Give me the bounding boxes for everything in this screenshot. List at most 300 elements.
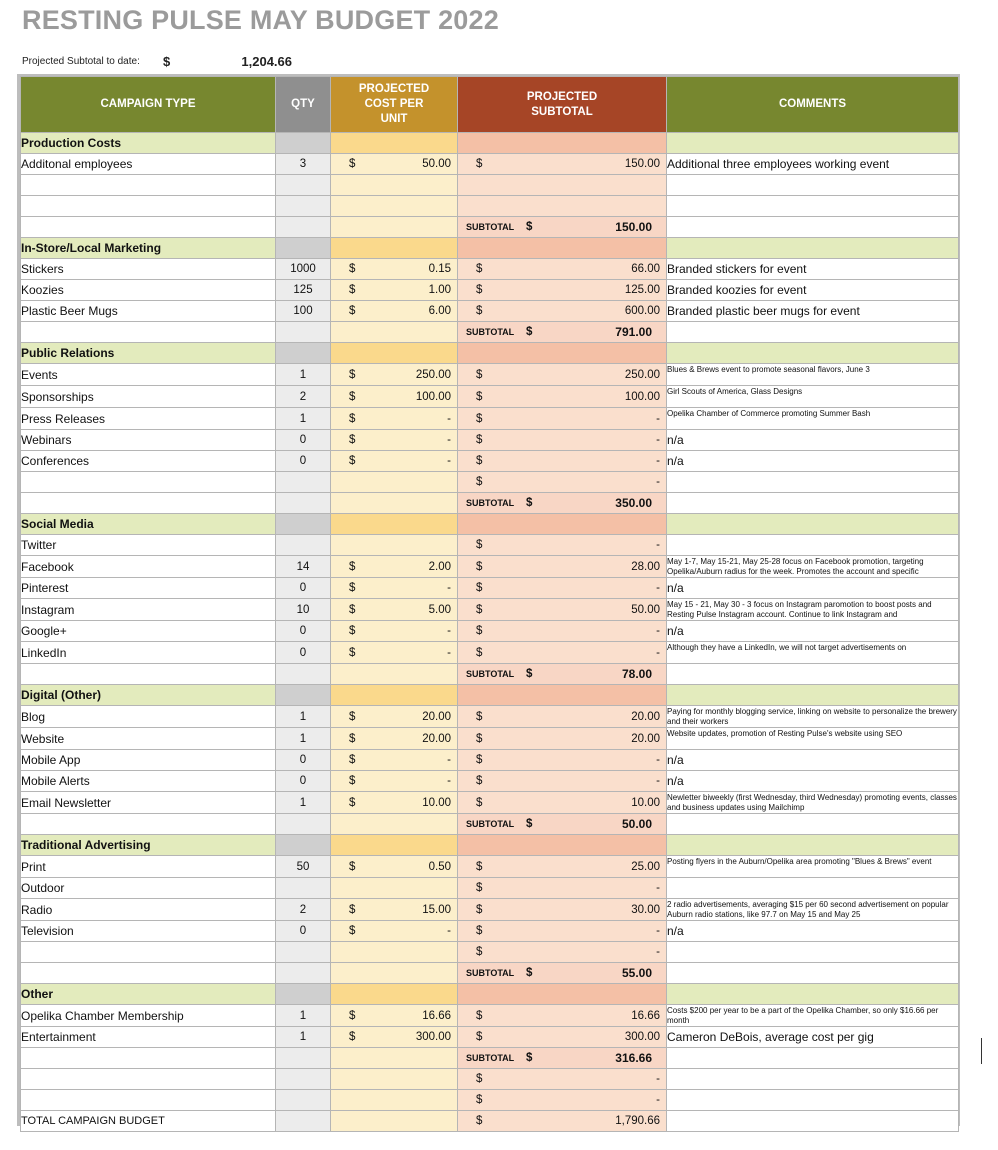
cost-per-unit-cell[interactable]: [331, 942, 458, 963]
comment-cell[interactable]: [667, 835, 959, 856]
subtotal-cell[interactable]: [458, 472, 667, 493]
qty-cell[interactable]: 1: [276, 364, 331, 386]
comment-cell[interactable]: n/a: [667, 578, 959, 599]
comment-cell[interactable]: [667, 685, 959, 706]
subtotal-cell-value: 600.00: [624, 305, 660, 317]
comment-cell[interactable]: [667, 878, 959, 899]
subtotal-cell[interactable]: [458, 921, 667, 942]
cost-per-unit-cell[interactable]: [331, 364, 458, 386]
cost-per-unit-cell[interactable]: [331, 154, 458, 175]
comment-cell[interactable]: [667, 963, 959, 984]
subtotal-cell[interactable]: [458, 642, 667, 664]
currency-symbol: $: [526, 967, 533, 979]
campaign-type-cell[interactable]: Website: [21, 728, 276, 750]
cost-per-unit-cell[interactable]: [331, 1048, 458, 1069]
campaign-type-cell[interactable]: Sponsorships: [21, 386, 276, 408]
qty-cell[interactable]: 50: [276, 856, 331, 878]
section-name-cell[interactable]: Other: [21, 984, 276, 1005]
qty-cell[interactable]: 1: [276, 1005, 331, 1027]
campaign-type-cell[interactable]: Print: [21, 856, 276, 878]
qty-cell[interactable]: [276, 196, 331, 217]
currency-symbol: $: [349, 625, 356, 637]
table-row: [21, 750, 959, 771]
subtotal-cell[interactable]: [458, 599, 667, 621]
cost-per-unit-cell[interactable]: [331, 878, 458, 899]
comment-cell[interactable]: [667, 1048, 959, 1069]
subtotal-cell[interactable]: [458, 238, 667, 259]
cost-per-unit-cell[interactable]: [331, 1111, 458, 1132]
comment-cell[interactable]: Additional three employees working event: [667, 154, 959, 175]
cost-per-unit-cell[interactable]: [331, 792, 458, 814]
section-name-cell[interactable]: Production Costs: [21, 133, 276, 154]
qty-cell[interactable]: [276, 535, 331, 556]
qty-cell[interactable]: 0: [276, 621, 331, 642]
comment-cell[interactable]: [667, 322, 959, 343]
campaign-type-cell[interactable]: Google+: [21, 621, 276, 642]
qty-cell[interactable]: [276, 493, 331, 514]
campaign-type-cell[interactable]: Additonal employees: [21, 154, 276, 175]
qty-cell[interactable]: [276, 814, 331, 835]
comment-cell[interactable]: [667, 1111, 959, 1132]
cost-per-unit-cell-content: [331, 621, 457, 641]
subtotal-cell[interactable]: [458, 280, 667, 301]
comment-cell[interactable]: [667, 217, 959, 238]
subtotal-cell[interactable]: [458, 706, 667, 728]
subtotal-cell-value: -: [656, 646, 660, 659]
section-subtotal-row: [21, 1048, 959, 1069]
qty-cell[interactable]: 10: [276, 599, 331, 621]
qty-cell[interactable]: 0: [276, 578, 331, 599]
qty-cell[interactable]: 1: [276, 706, 331, 728]
cost-per-unit-cell[interactable]: [331, 386, 458, 408]
currency-symbol: $: [476, 882, 483, 894]
qty-cell[interactable]: [276, 322, 331, 343]
subtotal-cell[interactable]: [458, 175, 667, 196]
cost-per-unit-cell[interactable]: [331, 1069, 458, 1090]
section-name-cell[interactable]: Digital (Other): [21, 685, 276, 706]
cost-per-unit-cell-value: 0.15: [428, 263, 451, 275]
comment-cell[interactable]: [667, 814, 959, 835]
qty-cell[interactable]: 0: [276, 430, 331, 451]
qty-cell[interactable]: [276, 175, 331, 196]
subtotal-cell[interactable]: [458, 154, 667, 175]
comment-cell[interactable]: [667, 175, 959, 196]
qty-cell[interactable]: 0: [276, 642, 331, 664]
currency-symbol: $: [349, 434, 356, 446]
subtotal-cell[interactable]: [458, 984, 667, 1005]
cost-per-unit-cell[interactable]: [331, 133, 458, 154]
currency-symbol: $: [349, 796, 356, 809]
subtotal-cell-value: 66.00: [631, 263, 660, 275]
subtotal-cell[interactable]: [458, 1027, 667, 1048]
subtotal-cell-value: 20.00: [631, 732, 660, 745]
subtotal-cell-content: [458, 259, 666, 279]
qty-cell[interactable]: [276, 472, 331, 493]
cost-per-unit-cell[interactable]: [331, 238, 458, 259]
campaign-type-cell[interactable]: [21, 1069, 276, 1090]
comment-cell[interactable]: [667, 1069, 959, 1090]
campaign-type-cell[interactable]: [21, 196, 276, 217]
subtotal-cell[interactable]: [458, 430, 667, 451]
subtotal-cell-value: 50.00: [631, 603, 660, 616]
qty-cell[interactable]: [276, 963, 331, 984]
subtotal-cell[interactable]: [458, 1069, 667, 1090]
cost-per-unit-cell[interactable]: [331, 685, 458, 706]
subtotal-cell[interactable]: [458, 514, 667, 535]
campaign-type-cell[interactable]: Stickers: [21, 259, 276, 280]
cost-per-unit-cell[interactable]: [331, 664, 458, 685]
cost-per-unit-cell[interactable]: [331, 771, 458, 792]
comment-cell[interactable]: [667, 535, 959, 556]
subtotal-cell[interactable]: [458, 556, 667, 578]
cost-per-unit-cell-content: [331, 793, 457, 813]
cost-per-unit-cell-value: 15.00: [422, 903, 451, 916]
currency-symbol: $: [476, 603, 483, 616]
subtotal-cell[interactable]: [458, 451, 667, 472]
campaign-type-cell[interactable]: [21, 942, 276, 963]
section-subtotal-cell[interactable]: [458, 1048, 667, 1069]
currency-symbol: $: [476, 158, 483, 170]
section-name-cell[interactable]: Traditional Advertising: [21, 835, 276, 856]
table-row: [21, 556, 959, 578]
qty-cell[interactable]: 2: [276, 899, 331, 921]
subtotal-cell[interactable]: [458, 196, 667, 217]
qty-cell[interactable]: 1000: [276, 259, 331, 280]
subtotal-cell[interactable]: [458, 343, 667, 364]
campaign-type-cell[interactable]: Email Newsletter: [21, 792, 276, 814]
subtotal-cell-value: -: [656, 882, 660, 894]
cost-per-unit-cell[interactable]: [331, 856, 458, 878]
cost-per-unit-cell[interactable]: [331, 578, 458, 599]
campaign-type-cell[interactable]: Press Releases: [21, 408, 276, 430]
cost-per-unit-cell-content: [331, 280, 457, 300]
subtotal-cell[interactable]: [458, 728, 667, 750]
subtotal-label: SUBTOTAL: [466, 968, 515, 978]
comment-cell[interactable]: Branded plastic beer mugs for event: [667, 301, 959, 322]
qty-cell[interactable]: 1: [276, 792, 331, 814]
campaign-type-cell[interactable]: Koozies: [21, 280, 276, 301]
cost-per-unit-cell[interactable]: [331, 493, 458, 514]
campaign-type-cell[interactable]: [21, 1048, 276, 1069]
qty-cell[interactable]: [276, 343, 331, 364]
comment-cell[interactable]: [667, 984, 959, 1005]
subtotal-cell[interactable]: [458, 364, 667, 386]
subtotal-cell[interactable]: [458, 685, 667, 706]
qty-cell[interactable]: 1: [276, 728, 331, 750]
subtotal-cell-value: 16.66: [631, 1009, 660, 1022]
cost-per-unit-cell[interactable]: [331, 343, 458, 364]
campaign-type-cell[interactable]: [21, 322, 276, 343]
cost-per-unit-cell[interactable]: [331, 451, 458, 472]
qty-cell[interactable]: [276, 1111, 331, 1132]
cost-per-unit-cell[interactable]: [331, 706, 458, 728]
cost-per-unit-cell[interactable]: [331, 280, 458, 301]
comment-cell[interactable]: May 1-7, May 15-21, May 25-28 focus on Facebook promotion, targeting Opelika/Auburn radius for the week. Promotes the account and specific: [667, 556, 959, 578]
cost-per-unit-cell[interactable]: [331, 322, 458, 343]
qty-cell[interactable]: [276, 984, 331, 1005]
comment-cell[interactable]: Opelika Chamber of Commerce promoting Summer Bash: [667, 408, 959, 430]
qty-cell[interactable]: [276, 514, 331, 535]
cost-per-unit-cell[interactable]: [331, 814, 458, 835]
total-budget-cell[interactable]: [458, 1111, 667, 1132]
subtotal-cell[interactable]: [458, 259, 667, 280]
qty-cell[interactable]: [276, 685, 331, 706]
campaign-type-cell[interactable]: Mobile Alerts: [21, 771, 276, 792]
qty-cell[interactable]: [276, 942, 331, 963]
qty-cell[interactable]: 0: [276, 921, 331, 942]
campaign-type-cell[interactable]: [21, 217, 276, 238]
subtotal-cell[interactable]: [458, 942, 667, 963]
currency-symbol: $: [349, 582, 356, 594]
cost-per-unit-cell[interactable]: [331, 556, 458, 578]
subtotal-cell-content: [458, 621, 666, 641]
header-campaign-type[interactable]: CAMPAIGN TYPE: [21, 77, 276, 133]
cost-per-unit-cell[interactable]: [331, 408, 458, 430]
projected-subtotal-label: Projected Subtotal to date:: [22, 56, 140, 67]
currency-symbol: $: [526, 497, 533, 509]
qty-cell[interactable]: [276, 878, 331, 899]
cost-per-unit-cell[interactable]: [331, 750, 458, 771]
table-row: [21, 472, 959, 493]
subtotal-label: SUBTOTAL: [466, 1053, 515, 1063]
cost-per-unit-cell-value: 0.50: [428, 860, 451, 873]
subtotal-cell[interactable]: [458, 578, 667, 599]
campaign-type-cell[interactable]: [21, 1090, 276, 1111]
subtotal-cell[interactable]: [458, 835, 667, 856]
cost-per-unit-cell[interactable]: [331, 196, 458, 217]
comment-cell[interactable]: [667, 196, 959, 217]
section-name-cell[interactable]: Social Media: [21, 514, 276, 535]
qty-cell[interactable]: 2: [276, 386, 331, 408]
subtotal-cell-value: -: [656, 754, 660, 766]
subtotal-cell[interactable]: [458, 621, 667, 642]
cost-per-unit-cell-value: 16.66: [422, 1009, 451, 1022]
comment-cell[interactable]: [667, 133, 959, 154]
campaign-type-cell[interactable]: Television: [21, 921, 276, 942]
comment-cell[interactable]: Girl Scouts of America, Glass Designs: [667, 386, 959, 408]
campaign-type-cell[interactable]: [21, 472, 276, 493]
campaign-type-cell[interactable]: Entertainment: [21, 1027, 276, 1048]
cost-per-unit-cell[interactable]: [331, 899, 458, 921]
comment-cell[interactable]: Although they have a LinkedIn, we will not target advertisements on: [667, 642, 959, 664]
cost-per-unit-cell[interactable]: [331, 217, 458, 238]
subtotal-cell-value: -: [656, 1073, 660, 1085]
cost-per-unit-cell[interactable]: [331, 642, 458, 664]
cost-per-unit-cell[interactable]: [331, 835, 458, 856]
qty-cell[interactable]: [276, 238, 331, 259]
subtotal-cell[interactable]: [458, 301, 667, 322]
subtotal-cell[interactable]: [458, 1090, 667, 1111]
campaign-type-cell[interactable]: Mobile App: [21, 750, 276, 771]
cost-per-unit-cell[interactable]: [331, 1005, 458, 1027]
subtotal-cell[interactable]: [458, 535, 667, 556]
qty-cell[interactable]: 0: [276, 771, 331, 792]
campaign-type-cell[interactable]: Events: [21, 364, 276, 386]
comment-cell[interactable]: Branded koozies for event: [667, 280, 959, 301]
currency-symbol: $: [476, 860, 483, 873]
comment-cell[interactable]: [667, 343, 959, 364]
subtotal-cell-value: -: [656, 582, 660, 594]
subtotal-cell[interactable]: [458, 133, 667, 154]
cost-per-unit-cell-content: [331, 430, 457, 450]
section-subtotal-cell[interactable]: [458, 963, 667, 984]
comment-cell[interactable]: [667, 664, 959, 685]
cost-per-unit-cell[interactable]: [331, 921, 458, 942]
comment-cell[interactable]: n/a: [667, 771, 959, 792]
section-subtotal-cell[interactable]: [458, 814, 667, 835]
comment-cell[interactable]: Branded stickers for event: [667, 259, 959, 280]
subtotal-cell-content: [458, 1069, 666, 1089]
header-qty[interactable]: QTY: [276, 77, 331, 133]
currency-symbol: $: [476, 455, 483, 467]
comment-cell[interactable]: [667, 493, 959, 514]
subtotal-cell[interactable]: [458, 899, 667, 921]
subtotal-cell[interactable]: [458, 792, 667, 814]
cost-per-unit-cell[interactable]: [331, 963, 458, 984]
subtotal-cell[interactable]: [458, 1005, 667, 1027]
comment-cell[interactable]: [667, 472, 959, 493]
comment-cell[interactable]: [667, 942, 959, 963]
subtotal-cell[interactable]: [458, 771, 667, 792]
comment-cell[interactable]: n/a: [667, 451, 959, 472]
qty-cell[interactable]: [276, 133, 331, 154]
qty-cell[interactable]: 14: [276, 556, 331, 578]
campaign-type-cell[interactable]: Opelika Chamber Membership: [21, 1005, 276, 1027]
section-subtotal-value: 78.00: [621, 667, 652, 681]
qty-cell[interactable]: 0: [276, 451, 331, 472]
cost-per-unit-cell[interactable]: [331, 984, 458, 1005]
comment-cell[interactable]: n/a: [667, 621, 959, 642]
cost-per-unit-cell[interactable]: [331, 472, 458, 493]
cost-per-unit-cell[interactable]: [331, 728, 458, 750]
cost-per-unit-cell[interactable]: [331, 514, 458, 535]
campaign-type-cell[interactable]: Plastic Beer Mugs: [21, 301, 276, 322]
subtotal-cell-value: 300.00: [624, 1031, 660, 1043]
campaign-type-cell[interactable]: Pinterest: [21, 578, 276, 599]
campaign-type-cell[interactable]: LinkedIn: [21, 642, 276, 664]
section-subtotal-cell[interactable]: [458, 493, 667, 514]
section-subtotal-cell[interactable]: [458, 217, 667, 238]
qty-cell[interactable]: 0: [276, 750, 331, 771]
total-row: [21, 1111, 959, 1132]
subtotal-cell-content: [458, 942, 666, 962]
header-comments[interactable]: COMMENTS: [667, 77, 959, 133]
qty-cell[interactable]: [276, 835, 331, 856]
currency-symbol: $: [349, 732, 356, 745]
cost-per-unit-cell[interactable]: [331, 599, 458, 621]
campaign-type-cell[interactable]: Instagram: [21, 599, 276, 621]
table-row: [21, 364, 959, 386]
section-header-row: [21, 514, 959, 535]
section-subtotal-cell[interactable]: [458, 664, 667, 685]
comment-cell[interactable]: [667, 238, 959, 259]
total-label-cell[interactable]: TOTAL CAMPAIGN BUDGET: [21, 1111, 276, 1132]
campaign-type-cell[interactable]: Outdoor: [21, 878, 276, 899]
subtotal-cell[interactable]: [458, 878, 667, 899]
header-projected-cost-per-unit[interactable]: PROJECTED COST PER UNIT: [331, 77, 458, 133]
campaign-type-cell[interactable]: [21, 814, 276, 835]
comment-cell[interactable]: [667, 1090, 959, 1111]
currency-symbol: $: [349, 455, 356, 467]
currency-symbol: $: [349, 603, 356, 616]
campaign-type-cell[interactable]: Facebook: [21, 556, 276, 578]
campaign-type-cell[interactable]: Blog: [21, 706, 276, 728]
qty-cell[interactable]: [276, 664, 331, 685]
campaign-type-cell[interactable]: Radio: [21, 899, 276, 921]
cost-per-unit-cell-value: 300.00: [415, 1031, 451, 1043]
cost-per-unit-cell[interactable]: [331, 621, 458, 642]
section-name-cell[interactable]: Public Relations: [21, 343, 276, 364]
qty-cell[interactable]: 100: [276, 301, 331, 322]
cost-per-unit-cell[interactable]: [331, 259, 458, 280]
section-name-cell[interactable]: In-Store/Local Marketing: [21, 238, 276, 259]
comment-cell[interactable]: 2 radio advertisements, averaging $15 per 60 second advertisement on popular Auburn radio stations, like 97.7 on May 15 and May 25: [667, 899, 959, 921]
comment-cell[interactable]: Posting flyers in the Auburn/Opelika area promoting "Blues & Brews" event: [667, 856, 959, 878]
subtotal-cell-content: [458, 729, 666, 749]
qty-cell[interactable]: 3: [276, 154, 331, 175]
section-subtotal-cell[interactable]: [458, 322, 667, 343]
comment-cell[interactable]: Paying for monthly blogging service, linking on website to personalize the brewery and their workers: [667, 707, 957, 726]
comment-cell[interactable]: n/a: [667, 430, 959, 451]
subtotal-cell-content: [458, 301, 666, 321]
comment-cell[interactable]: Cameron DeBois, average cost per gig: [667, 1027, 959, 1048]
qty-cell[interactable]: 1: [276, 1027, 331, 1048]
currency-symbol: $: [476, 732, 483, 745]
comment-cell[interactable]: May 15 - 21, May 30 - 3 focus on Instagram paromotion to boost posts and Resting Pulse Instagram account. Continue to link Instagram and: [667, 599, 959, 621]
cost-per-unit-cell[interactable]: [331, 301, 458, 322]
table-row: [21, 430, 959, 451]
table-row: [21, 706, 959, 728]
qty-cell[interactable]: [276, 1069, 331, 1090]
qty-cell[interactable]: [276, 217, 331, 238]
currency-symbol: $: [476, 582, 483, 594]
comment-cell[interactable]: Website updates, promotion of Resting Pulse's website using SEO: [667, 728, 959, 750]
comment-cell[interactable]: Blues & Brews event to promote seasonal flavors, June 3: [667, 364, 959, 386]
campaign-type-cell[interactable]: [21, 664, 276, 685]
comment-cell[interactable]: Newletter biweekly (first Wednesday, third Wednesday) promoting events, classes and business updates using Mailchimp: [667, 793, 957, 812]
comment-cell[interactable]: [667, 514, 959, 535]
qty-cell[interactable]: [276, 1048, 331, 1069]
subtotal-cell[interactable]: [458, 750, 667, 771]
comment-cell[interactable]: n/a: [667, 750, 959, 771]
comment-cell[interactable]: n/a: [667, 921, 959, 942]
cost-per-unit-cell[interactable]: [331, 535, 458, 556]
subtotal-cell[interactable]: [458, 386, 667, 408]
campaign-type-cell[interactable]: Twitter: [21, 535, 276, 556]
cost-per-unit-cell[interactable]: [331, 430, 458, 451]
cost-per-unit-cell[interactable]: [331, 1027, 458, 1048]
comment-cell[interactable]: Costs $200 per year to be a part of the Opelika Chamber, so only $16.66 per month: [667, 1005, 959, 1027]
qty-cell[interactable]: [276, 1090, 331, 1111]
subtotal-cell-content: [458, 154, 666, 174]
cost-per-unit-cell-value: 100.00: [415, 390, 451, 403]
cost-per-unit-cell[interactable]: [331, 1090, 458, 1111]
subtotal-cell[interactable]: [458, 856, 667, 878]
qty-cell[interactable]: 125: [276, 280, 331, 301]
campaign-type-cell[interactable]: [21, 963, 276, 984]
campaign-type-cell[interactable]: Conferences: [21, 451, 276, 472]
cost-per-unit-cell[interactable]: [331, 175, 458, 196]
qty-cell[interactable]: 1: [276, 408, 331, 430]
header-projected-subtotal[interactable]: PROJECTED SUBTOTAL: [458, 77, 667, 133]
subtotal-cell[interactable]: [458, 408, 667, 430]
currency-symbol: $: [476, 305, 483, 317]
subtotal-cell-value: 20.00: [631, 710, 660, 723]
campaign-type-cell[interactable]: Webinars: [21, 430, 276, 451]
campaign-type-cell[interactable]: [21, 493, 276, 514]
section-header-row: [21, 133, 959, 154]
campaign-type-cell[interactable]: [21, 175, 276, 196]
